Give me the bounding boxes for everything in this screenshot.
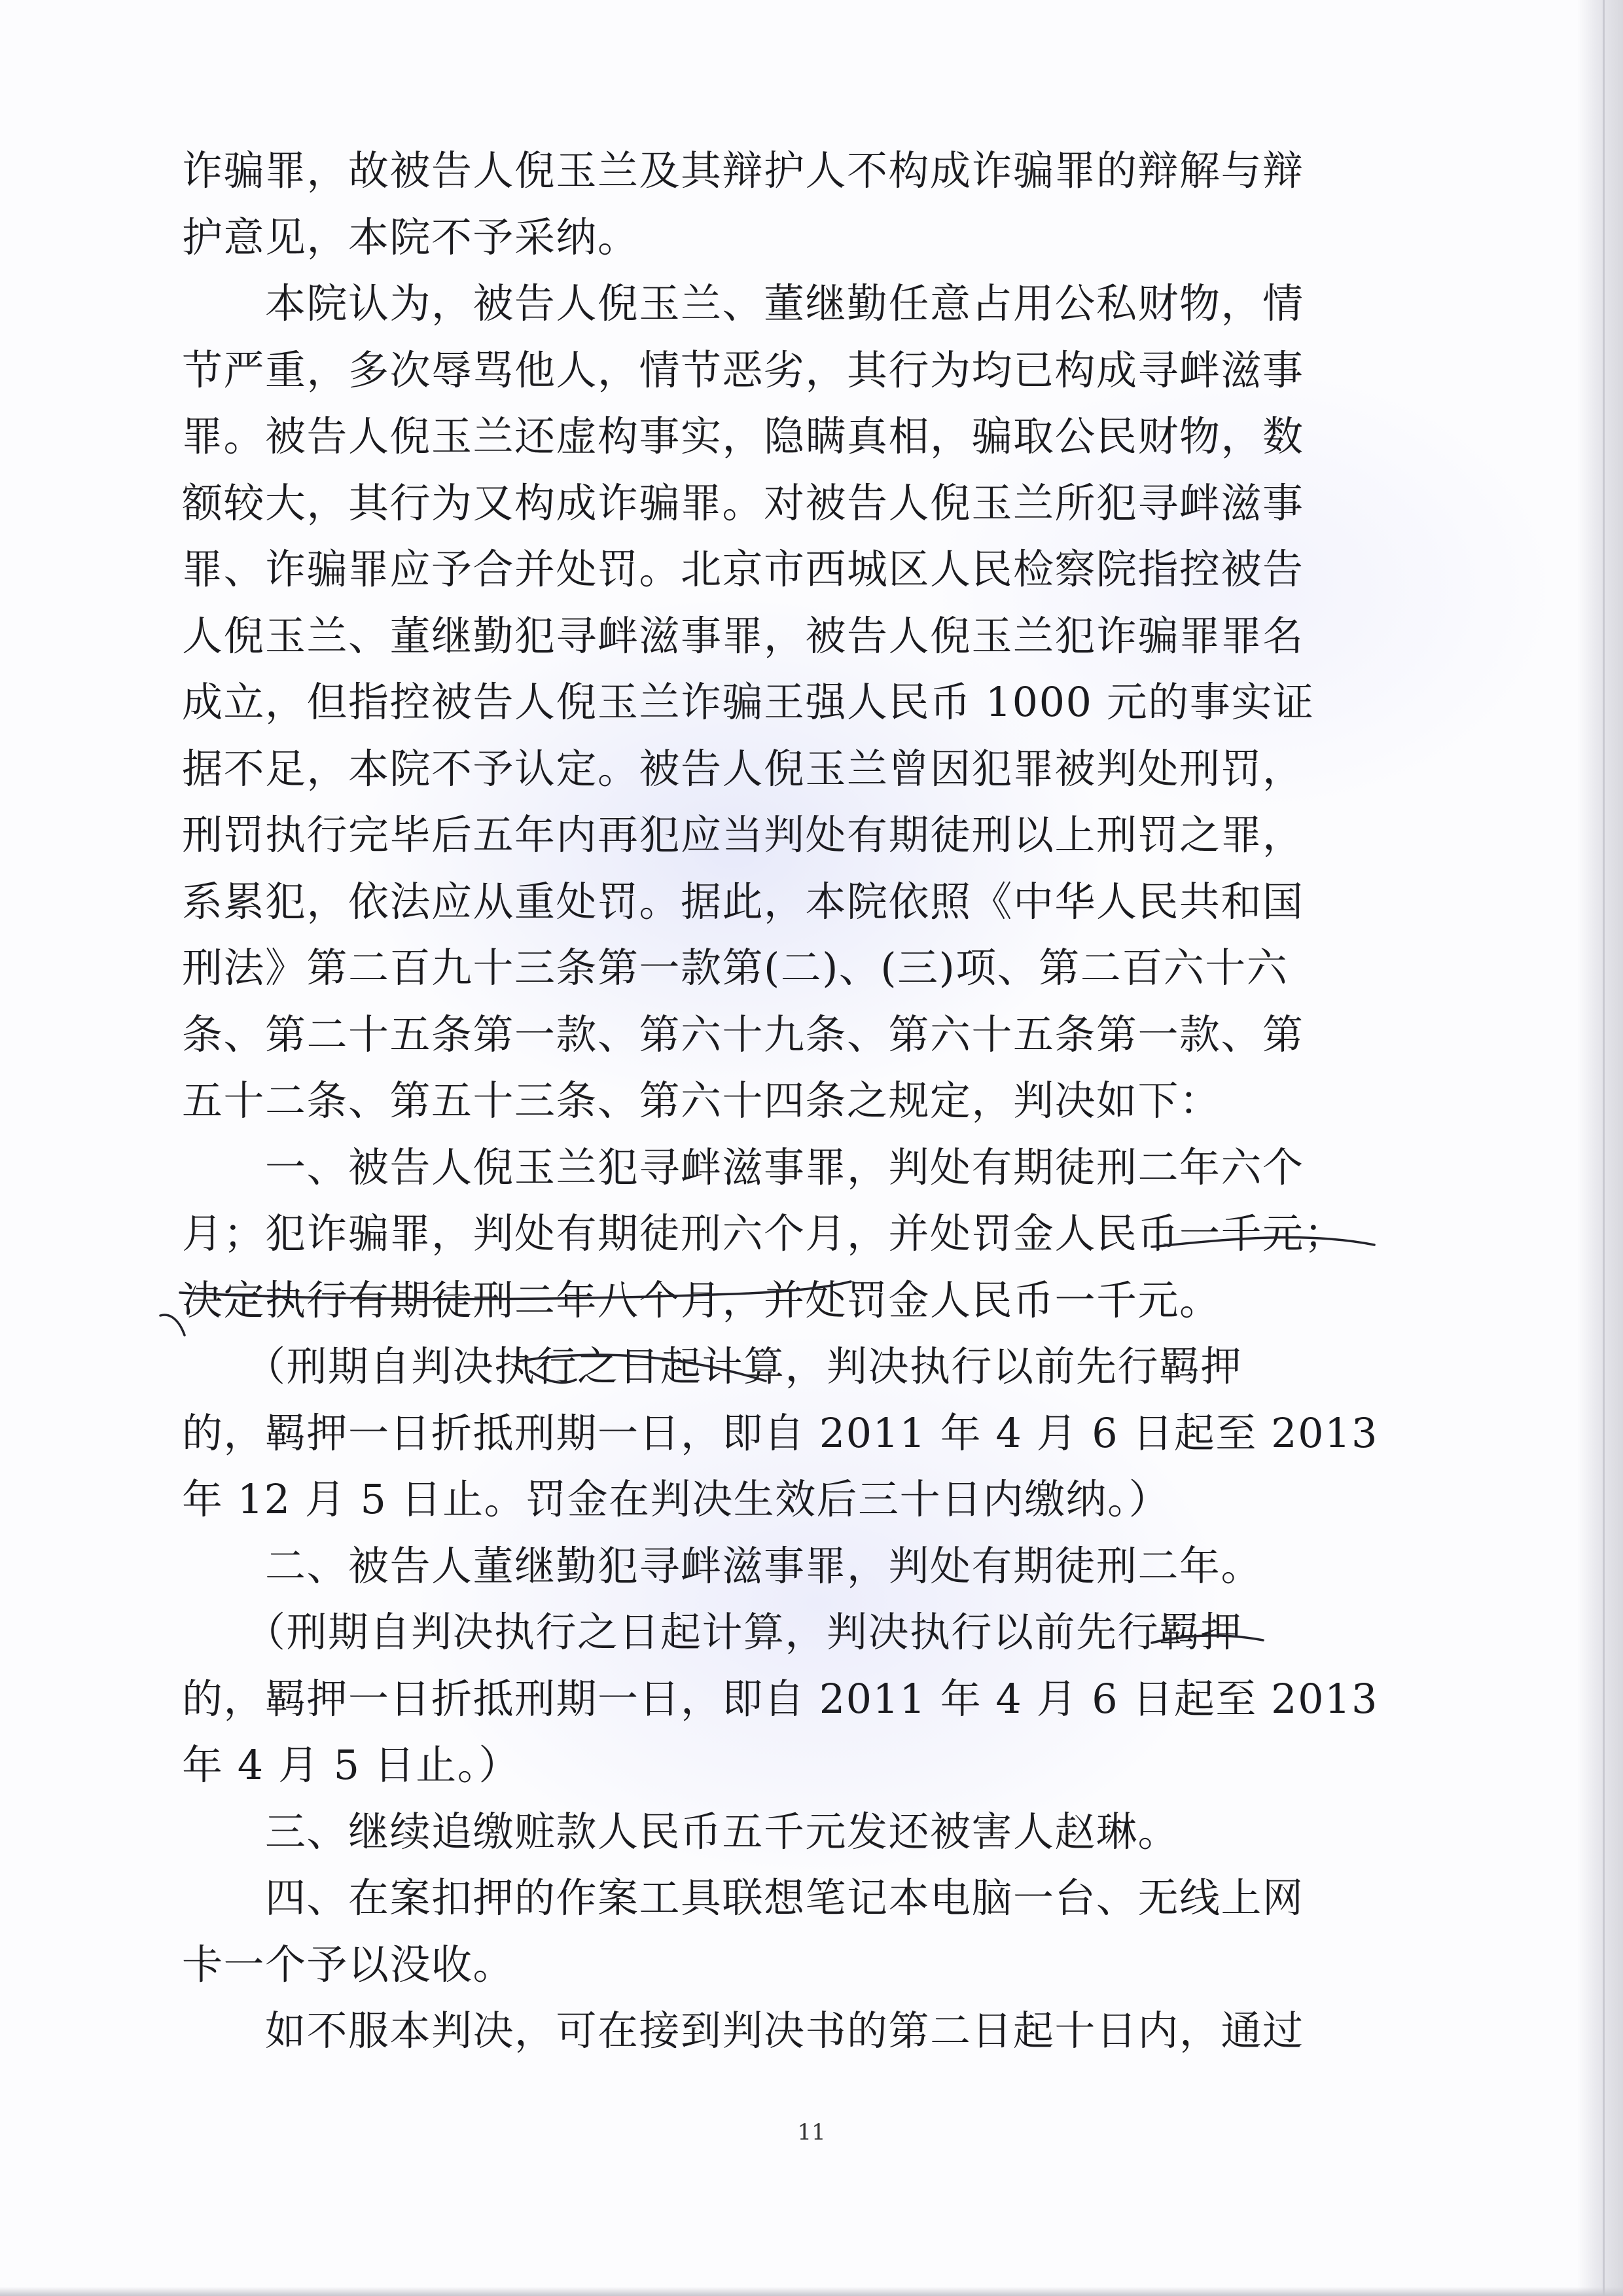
verdict-line: 决定执行有期徒刑二年八个月，并处罚金人民币一千元。 bbox=[182, 1276, 1221, 1324]
text-line: （刑期自判决执行之日起计算，判决执行以前先行羁押 bbox=[182, 1342, 1243, 1390]
page-number: 11 bbox=[797, 2119, 826, 2145]
verdict-line: 二、被告人董继勤犯寻衅滋事罪，判处有期徒刑二年。 bbox=[182, 1541, 1263, 1590]
text-line: 五十二条、第五十三条、第六十四条之规定，判决如下： bbox=[182, 1077, 1221, 1124]
text-line: 本院认为，被告人倪玉兰、董继勤任意占用公私财物，情 bbox=[182, 279, 1304, 327]
text-line: 据不足，本院不予认定。被告人倪玉兰曾因犯罪被判处刑罚， bbox=[182, 744, 1304, 793]
text-line: 人倪玉兰、董继勤犯寻衅滋事罪，被告人倪玉兰犯诈骗罪罪名 bbox=[182, 611, 1304, 660]
judgment-body bbox=[182, 137, 1378, 2064]
text-line: 年 12 月 5 日止。罚金在判决生效后三十日内缴纳。） bbox=[182, 1475, 1171, 1523]
text-line: 额较大，其行为又构成诈骗罪。对被告人倪玉兰所犯寻衅滋事 bbox=[182, 478, 1304, 527]
text-line: 卡一个予以没收。 bbox=[182, 1940, 515, 1988]
verdict-line: 月；犯诈骗罪，判处有期徒刑六个月，并处罚金人民币一千元； bbox=[182, 1210, 1346, 1257]
page-edge-line bbox=[1603, 0, 1605, 2296]
text-line: 年 4 月 5 日止。） bbox=[182, 1741, 520, 1789]
page-bottom-shadow bbox=[0, 2287, 1623, 2296]
text-line: 条、第二十五条第一款、第六十九条、第六十五条第一款、第 bbox=[182, 1010, 1304, 1058]
text-line: 罪。被告人倪玉兰还虚构事实，隐瞒真相，骗取公民财物，数 bbox=[182, 412, 1304, 460]
text-line: 刑法》第二百九十三条第一款第(二)、(三)项、第二百六十六 bbox=[182, 944, 1289, 992]
text-line: 的，羁押一日折抵刑期一日，即自 2011 年 4 月 6 日起至 2013 bbox=[182, 1408, 1378, 1457]
text-line: 刑罚执行完毕后五年内再犯应当判处有期徒刑以上刑罚之罪， bbox=[182, 811, 1304, 859]
text-line: 的，羁押一日折抵刑期一日，即自 2011 年 4 月 6 日起至 2013 bbox=[182, 1674, 1378, 1723]
text-line: 系累犯，依法应从重处罚。据此，本院依照《中华人民共和国 bbox=[182, 877, 1304, 925]
page-edge-shadow bbox=[1577, 0, 1623, 2296]
pen-underline bbox=[160, 1315, 185, 1335]
text-line: （刑期自判决执行之日起计算，判决执行以前先行羁押 bbox=[182, 1608, 1243, 1656]
verdict-line: 一、被告人倪玉兰犯寻衅滋事罪，判处有期徒刑二年六个 bbox=[182, 1143, 1304, 1191]
text-line: 护意见，本院不予采纳。 bbox=[182, 213, 639, 261]
verdict-line: 四、在案扣押的作案工具联想笔记本电脑一台、无线上网 bbox=[182, 1874, 1304, 1922]
text-line: 成立，但指控被告人倪玉兰诈骗王强人民币 1000 元的事实证 bbox=[182, 678, 1315, 726]
text-line: 节严重，多次辱骂他人，情节恶劣，其行为均已构成寻衅滋事 bbox=[182, 346, 1304, 394]
verdict-line: 三、继续追缴赃款人民币五千元发还被害人赵琳。 bbox=[182, 1807, 1180, 1856]
text-line: 诈骗罪，故被告人倪玉兰及其辩护人不构成诈骗罪的辩解与辩 bbox=[182, 147, 1304, 194]
text-line: 罪、诈骗罪应予合并处罚。北京市西城区人民检察院指控被告 bbox=[182, 545, 1304, 593]
text-line: 如不服本判决，可在接到判决书的第二日起十日内，通过 bbox=[182, 2007, 1304, 2054]
